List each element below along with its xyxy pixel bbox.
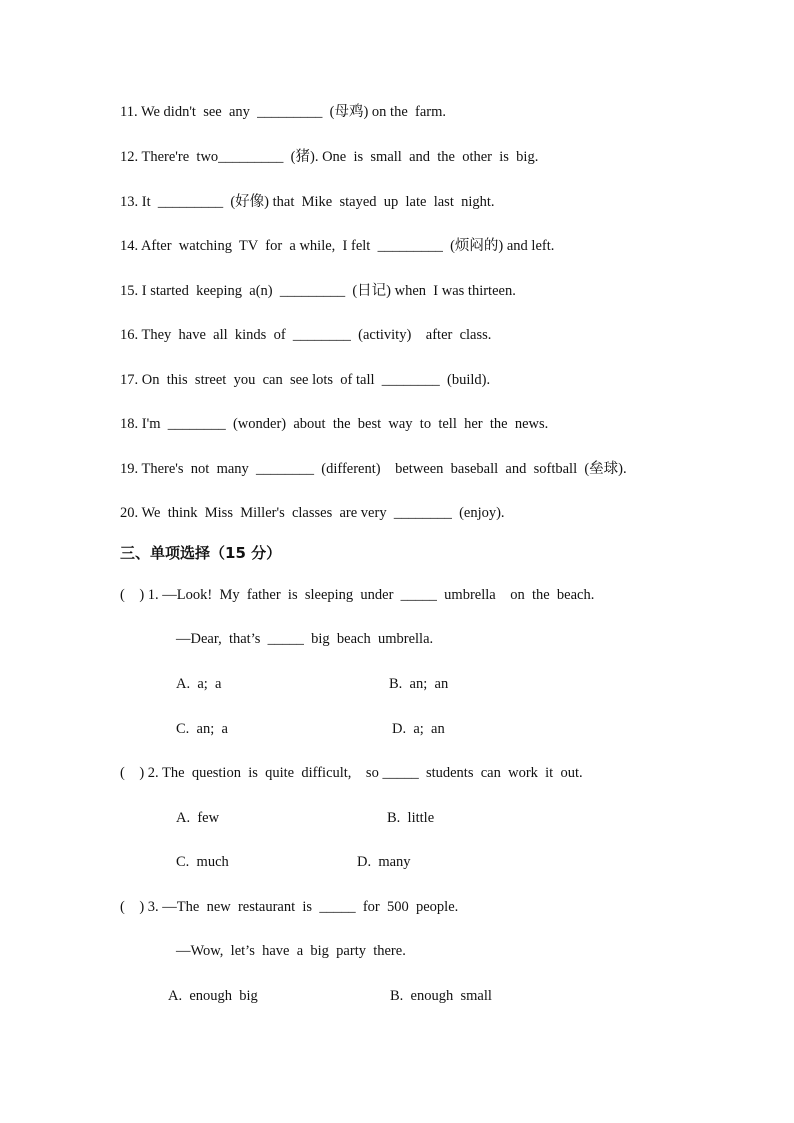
fill-in-item-19: 19. There's not many ________ (different) between baseball and softball (垒球). — [120, 461, 627, 477]
fill-in-item-15: 15. I started keeping a(n) _________ (日记) when I was thirteen. — [120, 283, 516, 299]
question-3-option-b: B. enough small — [390, 988, 492, 1004]
question-1-option-b: B. an; an — [389, 676, 449, 692]
fill-in-item-14: 14. After watching TV for a while, I felt _________ (烦闷的) and left. — [120, 238, 555, 254]
question-2-stem: ( ) 2. The question is quite difficult, so _____ students can work it out. — [120, 765, 583, 781]
fill-in-item-18: 18. I'm ________ (wonder) about the best way to tell her the news. — [120, 416, 549, 432]
question-2-option-c: C. much — [176, 854, 229, 870]
question-3-line-2: —Wow, let’s have a big party there. — [176, 943, 406, 959]
fill-in-item-11: 11. We didn't see any _________ (母鸡) on the farm. — [120, 104, 447, 120]
question-3-option-a: A. enough big — [168, 988, 258, 1004]
section-title: 三、单项选择（15 分） — [120, 544, 282, 562]
question-1-option-d: D. a; an — [392, 721, 445, 737]
fill-in-item-17: 17. On this street you can see lots of tall ________ (build). — [120, 372, 491, 388]
fill-in-item-12: 12. There're two_________ (猪). One is small and the other is big. — [120, 149, 539, 165]
question-1-option-a: A. a; a — [176, 676, 222, 692]
question-1-stem: ( ) 1. —Look! My father is sleeping under _____ umbrella on the beach. — [120, 587, 595, 603]
question-2-option-a: A. few — [176, 810, 220, 826]
question-1-line-2: —Dear, that’s _____ big beach umbrella. — [176, 631, 434, 647]
question-2-option-d: D. many — [357, 854, 411, 870]
question-1-option-c: C. an; a — [176, 721, 228, 737]
fill-in-item-16: 16. They have all kinds of ________ (activity) after class. — [120, 327, 492, 343]
fill-in-item-20: 20. We think Miss Miller's classes are very ________ (enjoy). — [120, 505, 505, 521]
question-3-stem: ( ) 3. —The new restaurant is _____ for 500 people. — [120, 899, 459, 915]
question-2-option-b: B. little — [387, 810, 435, 826]
fill-in-item-13: 13. It _________ (好像) that Mike stayed up late last night. — [120, 194, 495, 210]
